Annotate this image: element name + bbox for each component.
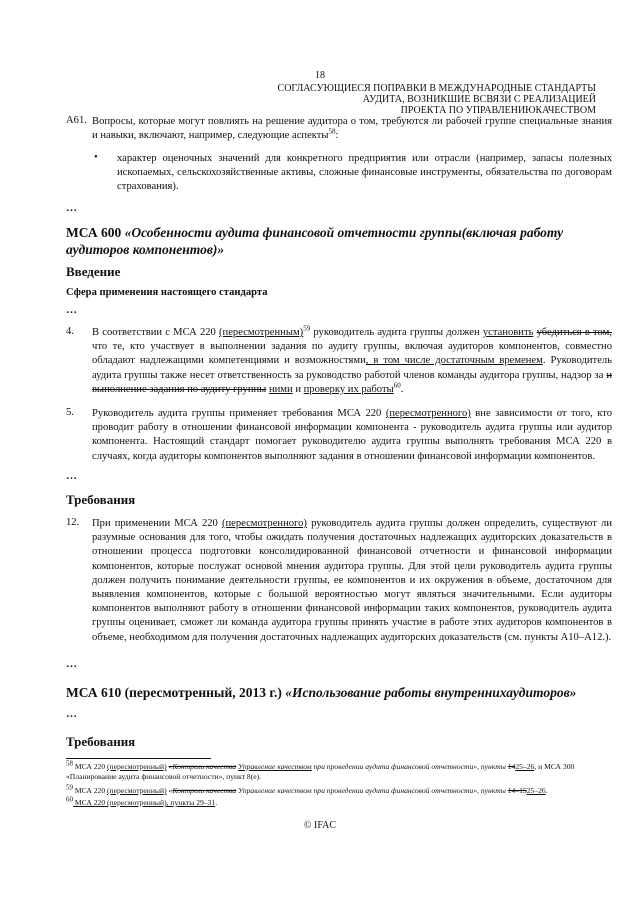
para-5: Руководитель аудита группы применяет требования МСА 220 (пересмотренного) вне зависимости от того, кто проводит работу в отношении финансовой информации компонента - руководитель аудита группы или аудитор компонента. Настоящий стандарт помогает руководителю аудита группы выполнять требования МСА 220 в случаях, когда аудиторы компонентов выполняют задания в отношении финансовой информации компонентов. (92, 408, 612, 462)
para-5-label: 5. (66, 407, 74, 418)
running-header (236, 83, 596, 116)
para-4: В соответствии с МСА 220 (пересмотренным)$^{59}$ руководитель аудита группы должен установить убедиться в том, что те, кто участвует в выполнении задания по аудиту группы, включая аудиторов компонентов, совместно обладают надлежащими компетенциями и возможностями, в том числе достаточным временем. Руководитель аудита группы также несет ответственность за руководство работой членов команды аудитора группы, надзор за и выполнение задания по аудиту группы ними и проверку их работы$^{60}$. (92, 324, 612, 395)
heading-scope: Сфера применения настоящего стандарта (66, 287, 268, 298)
bullet-marker: • (94, 152, 98, 163)
ellipsis: … (66, 304, 77, 316)
footnote-58: $^{58}$ МСА 220 (пересмотренный) «Контроль качества Управление качеством при проведении аудита финансовой отчетности», пункты 1425–26, и МСА 300 «Планирование аудита финансовой отчетности», пункт 8(е). (66, 759, 575, 782)
footnote-60: $^{60}$ МСА 220 (пересмотренный), пункты 29–31. (66, 795, 218, 807)
ellipsis: … (66, 658, 77, 670)
section-title-isa600: МСА 600 «Особенности аудита финансовой отчетности группы(включая работу аудиторов компонентов)» (66, 225, 564, 257)
heading-introduction: Введение (66, 264, 121, 279)
para-a61-label: А61. (66, 115, 87, 126)
footnote-ref-59: 59 (303, 324, 311, 333)
header-line-2: АУДИТА, ВОЗНИКШИЕ ВСВЯЗИ С РЕАЛИЗАЦИЕЙ (362, 94, 596, 105)
para-a61: Вопросы, которые могут повлиять на решение аудитора о том, требуются ли рабочей группе специальные знания и навыки, включают, например, следующие аспекты$^{58}$: (92, 116, 612, 142)
section-title-isa610: МСА 610 (пересмотренный, 2013 г.) «Использование работы внутреннихаудиторов» (66, 685, 577, 700)
footnote-59: $^{59}$ МСА 220 (пересмотренный) «Контроль качества Управление качеством при проведении аудита финансовой отчетности», пункты 14–1525–26. (66, 783, 548, 795)
footnote-ref-60: 60 (393, 381, 401, 390)
page-footer: © IFAC (303, 820, 337, 831)
para-12: При применении МСА 220 (пересмотренного) руководитель аудита группы должен определить, существуют ли разумные основания для того, чтобы ожидать получения достаточных надлежащих аудиторских доказательств в отношении процесса подготовки консолидированной финансовой отчетности и финансовой информации компонентов, которые послужат основой мнения аудитора группы. Для этой цели руководитель аудита группы должен получить понимание деятельности группы, ее компонентов и их окружения в объеме, достаточном для выявления компонентов, которые с большой вероятностью могут являться значительными. Если аудиторы компонентов выполняют работу в отношении финансовой информации таких компонентов, руководитель аудита группы оценивает, сможет ли команда аудитора группы принять участие в работе этих аудиторов компонентов в объеме, необходимом для получения достаточных надлежащих аудиторских доказательств (см. пункты А10–А12.). (92, 518, 612, 643)
para-4-label: 4. (66, 326, 74, 337)
ellipsis: … (66, 708, 77, 720)
para-a61-bullet: характер оценочных значений для конкретного предприятия или отрасли (например, запасы полезных ископаемых, сельскохозяйственные активы, сложные финансовые инструменты, обязательства по договорам страхования). (117, 153, 612, 193)
header-line-3: ПРОЕКТА ПО УПРАВЛЕНИЮКАЧЕСТВОМ (400, 105, 596, 116)
footnote-separator (66, 758, 211, 759)
ellipsis: … (66, 202, 77, 214)
heading-requirements-2: Требования (66, 734, 136, 749)
para-12-label: 12. (66, 517, 80, 528)
ellipsis: … (66, 470, 77, 482)
page-number: 18 (315, 70, 325, 81)
heading-requirements: Требования (66, 492, 136, 507)
footnote-ref-58: 58 (328, 127, 336, 136)
header-line-1: СОГЛАСУЮЩИЕСЯ ПОПРАВКИ В МЕЖДУНАРОДНЫЕ СТАНДАРТЫ (277, 83, 596, 94)
